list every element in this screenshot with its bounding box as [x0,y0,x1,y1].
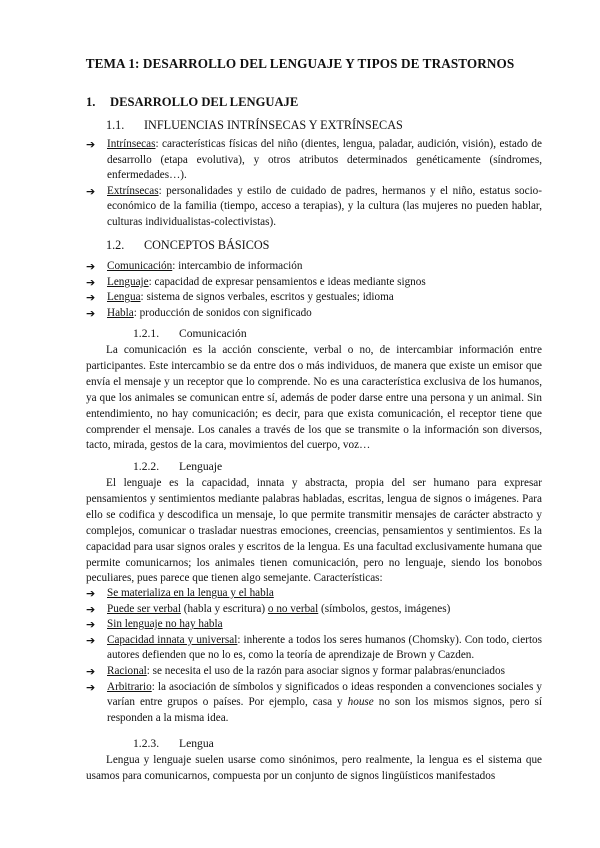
term: Comunicación [107,260,173,272]
arrow-bullet-icon: ➔ [86,664,96,678]
paragraph-text: El lenguaje es la capacidad, innata y abstracta, propia del ser humano para expresar pensamientos y sentimientos mediante palabras habladas, escritas, lengua de signos o imágenes. Para ello se codifica y descodifica un mensaje, lo que permite transmitir mensajes de carácter abstracto y complejos, comunicar o trasladar nuestras emociones, creencias, pensamientos y sentimientos. Es la capacidad para usar signos orales y escritos de la lengua. Es una facultad exclusivamente humana que permite comunicarnos; los animales tienen comunicación, pero no lenguaje, siendo los bonobos peculiares, pues parece que tienen algo semejante. Características: [86,477,542,585]
concepts-list [86,259,542,321]
list-item [86,290,542,306]
term: Intrínsecas [107,138,156,150]
influences-list [86,137,542,231]
definition: (símbolos, gestos, imágenes) [318,602,451,615]
definition: : inherente a todos los seres humanos (Chomsky). Con todo, ciertos autores defienden que no lo es, como la teoría de aprendizaje de Brown y Cazden. [107,633,542,662]
subsection-number: 1.1. [106,118,125,132]
list-item [86,633,542,664]
definition: : sistema de signos verbales, escritos y gestuales; idioma [140,291,394,304]
subsubsection-label: Comunicación [179,327,247,340]
subsubsection-heading-1-2-2 [133,460,222,473]
term: Lengua [107,291,141,304]
term: Racional [107,664,147,677]
arrow-bullet-icon: ➔ [86,291,96,305]
arrow-bullet-icon: ➔ [86,275,96,289]
paragraph-lengua [86,753,542,785]
term: Puede ser verbal [107,602,181,615]
document-title: TEMA 1: DESARROLLO DEL LENGUAJE Y TIPOS DE TRASTORNOS [85,56,515,71]
list-item [86,617,542,633]
arrow-bullet-icon: ➔ [86,587,96,600]
definition: : personalidades y estilo de cuidado de padres, hermanos y el niño, estatus socio-económico de la familia (tiempo, acceso a terapias), y la cultura (las mujeres no pueden hablar, culturas individualistas-colectivistas). [107,184,542,228]
list-item [86,259,542,275]
definition: : la asociación de símbolos y significados o ideas responden a convenciones sociales y varían entre grupos o países. Por ejemplo, casa y [107,680,542,709]
list-item [86,275,542,291]
subsubsection-heading-1-2-1 [133,327,247,340]
list-item [86,602,542,618]
definition: no son los mismos signos, pero sí responden a la misma idea. [107,696,542,724]
characteristics-list [86,586,542,726]
section-heading-1 [86,95,298,110]
definition: : características físicas del niño (dientes, lengua, paladar, audición, visión), estado de desarrollo (etapa evolutiva), y otros atributos determinados genéticamente (síndromes, enfermedades…). [107,138,542,182]
list-item [86,680,542,727]
list-item [86,306,542,322]
subsubsection-label: Lenguaje [179,460,223,473]
term: Habla [107,306,134,319]
list-item [86,184,542,231]
subsubsection-label: Lengua [179,737,214,750]
definition: : capacidad de expresar pensamientos e ideas mediante signos [148,275,426,288]
list-item [86,137,542,184]
paragraph-text: La comunicación es la acción consciente, verbal o no, de intercambiar información entre participantes. Este intercambio se da entre dos o más individuos, de manera que existe un emisor que envía el mensaje y un receptor que lo comprende. No es una característica exclusiva de los humanos, ya que los animales se comunican entre sí, además de poder darse entre una persona y un animal. Sin entendimiento, no hay comunicación; es decir, para que exista comunicación, el receptor tiene que comprender el mensaje. Los canales a través de los que se transmite o la información son diversos, tacto, mirada, gestos de la cara, movimientos del cuerpo, voz… [86,344,542,452]
arrow-bullet-icon: ➔ [86,680,96,694]
section-label: DESARROLLO DEL LENGUAJE [110,95,299,109]
arrow-bullet-icon: ➔ [86,618,96,632]
arrow-bullet-icon: ➔ [86,633,96,647]
arrow-bullet-icon: ➔ [86,184,96,198]
arrow-bullet-icon: ➔ [86,306,96,320]
definition: (habla y escritura) [180,602,268,615]
paragraph-lenguaje [86,476,542,587]
list-item [86,664,542,680]
subsubsection-heading-1-2-3 [133,737,214,750]
term: Lenguaje [107,275,149,288]
subsection-label: INFLUENCIAS INTRÍNSECAS Y EXTRÍNSECAS [144,118,403,132]
paragraph-text: Lengua y lenguaje suelen usarse como sinónimos, pero realmente, la lengua es el sistema que usamos para comunicarnos, compuesta por un conjunto de signos lingüísticos manifestados [86,754,542,782]
subsection-label: CONCEPTOS BÁSICOS [144,238,270,252]
term: Se materializa en la lengua y el habla [107,587,274,599]
subsection-heading-1-2 [106,238,269,253]
subsection-heading-1-1 [106,118,403,133]
subsubsection-number: 1.2.1. [133,327,160,340]
list-item [86,586,542,602]
arrow-bullet-icon: ➔ [86,138,96,151]
term: Capacidad innata y universal [107,633,238,646]
term: Sin lenguaje no hay habla [107,618,223,631]
definition: : producción de sonidos con significado [133,306,312,319]
subsubsection-number: 1.2.3. [133,737,160,750]
arrow-bullet-icon: ➔ [86,260,96,273]
term: o no verbal [267,602,319,615]
section-number: 1. [86,95,96,109]
subsubsection-number: 1.2.2. [133,460,160,473]
term: Extrínsecas [107,184,159,197]
paragraph-comunicacion [86,343,542,454]
arrow-bullet-icon: ➔ [86,602,96,616]
term: Arbitrario [107,680,152,693]
definition: : intercambio de información [172,260,303,272]
example-word: house [347,696,374,709]
subsection-number: 1.2. [106,238,125,252]
definition: : se necesita el uso de la razón para asociar signos y formar palabras/enunciados [146,664,505,677]
